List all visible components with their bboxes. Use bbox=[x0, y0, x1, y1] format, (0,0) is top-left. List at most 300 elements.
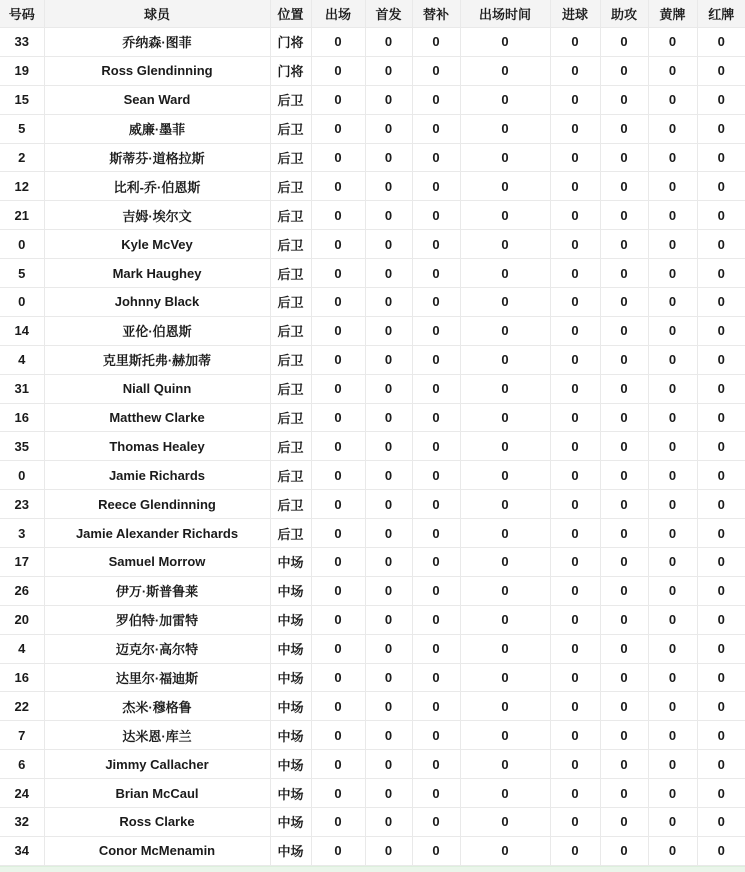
position-cell: 中场 bbox=[270, 692, 311, 721]
goals-cell: 0 bbox=[550, 316, 600, 345]
position-cell: 后卫 bbox=[270, 519, 311, 548]
player-cell: Niall Quinn bbox=[44, 374, 270, 403]
number-cell: 5 bbox=[0, 114, 44, 143]
player-cell: 乔纳森·图菲 bbox=[44, 28, 270, 57]
goals-cell: 0 bbox=[550, 663, 600, 692]
red-cards-cell: 0 bbox=[697, 316, 745, 345]
col-header-appearances: 出场 bbox=[311, 0, 365, 28]
number-cell: 0 bbox=[0, 288, 44, 317]
goals-cell: 0 bbox=[550, 548, 600, 577]
goals-cell: 0 bbox=[550, 634, 600, 663]
player-cell: Sean Ward bbox=[44, 85, 270, 114]
minutes-played-cell: 0 bbox=[460, 345, 550, 374]
sub-appearances-cell: 0 bbox=[412, 201, 460, 230]
col-header-red-cards: 红牌 bbox=[697, 0, 745, 28]
player-cell: 罗伯特·加雷特 bbox=[44, 605, 270, 634]
assists-cell: 0 bbox=[600, 345, 648, 374]
appearances-cell: 0 bbox=[311, 432, 365, 461]
red-cards-cell: 0 bbox=[697, 808, 745, 837]
position-cell: 后卫 bbox=[270, 461, 311, 490]
col-header-assists: 助攻 bbox=[600, 0, 648, 28]
minutes-played-cell: 0 bbox=[460, 288, 550, 317]
goals-cell: 0 bbox=[550, 374, 600, 403]
position-cell: 后卫 bbox=[270, 143, 311, 172]
minutes-played-cell: 0 bbox=[460, 259, 550, 288]
number-cell: 4 bbox=[0, 345, 44, 374]
player-cell: 斯蒂芬·道格拉斯 bbox=[44, 143, 270, 172]
sub-appearances-cell: 0 bbox=[412, 345, 460, 374]
goals-cell: 0 bbox=[550, 432, 600, 461]
red-cards-cell: 0 bbox=[697, 779, 745, 808]
minutes-played-cell: 0 bbox=[460, 432, 550, 461]
player-row bbox=[0, 721, 745, 750]
appearances-cell: 0 bbox=[311, 808, 365, 837]
player-cell: Johnny Black bbox=[44, 288, 270, 317]
appearances-cell: 0 bbox=[311, 345, 365, 374]
yellow-cards-cell: 0 bbox=[648, 316, 697, 345]
sub-appearances-cell: 0 bbox=[412, 143, 460, 172]
assists-cell: 0 bbox=[600, 56, 648, 85]
starts-cell: 0 bbox=[365, 461, 412, 490]
number-cell: 14 bbox=[0, 316, 44, 345]
player-row bbox=[0, 605, 745, 634]
minutes-played-cell: 0 bbox=[460, 201, 550, 230]
appearances-cell: 0 bbox=[311, 56, 365, 85]
number-cell: 0 bbox=[0, 461, 44, 490]
sub-appearances-cell: 0 bbox=[412, 576, 460, 605]
yellow-cards-cell: 0 bbox=[648, 663, 697, 692]
appearances-cell: 0 bbox=[311, 374, 365, 403]
minutes-played-cell: 0 bbox=[460, 28, 550, 57]
player-cell: Mark Haughey bbox=[44, 259, 270, 288]
goals-cell: 0 bbox=[550, 288, 600, 317]
player-cell: Samuel Morrow bbox=[44, 548, 270, 577]
position-cell: 后卫 bbox=[270, 172, 311, 201]
minutes-played-cell: 0 bbox=[460, 634, 550, 663]
minutes-played-cell: 0 bbox=[460, 663, 550, 692]
position-cell: 后卫 bbox=[270, 403, 311, 432]
player-cell: Jamie Richards bbox=[44, 461, 270, 490]
starts-cell: 0 bbox=[365, 230, 412, 259]
goals-cell: 0 bbox=[550, 143, 600, 172]
player-row bbox=[0, 201, 745, 230]
sub-appearances-cell: 0 bbox=[412, 721, 460, 750]
player-row bbox=[0, 576, 745, 605]
goals-cell: 0 bbox=[550, 28, 600, 57]
position-cell: 后卫 bbox=[270, 316, 311, 345]
yellow-cards-cell: 0 bbox=[648, 374, 697, 403]
appearances-cell: 0 bbox=[311, 201, 365, 230]
position-cell: 中场 bbox=[270, 808, 311, 837]
appearances-cell: 0 bbox=[311, 403, 365, 432]
sub-appearances-cell: 0 bbox=[412, 172, 460, 201]
yellow-cards-cell: 0 bbox=[648, 692, 697, 721]
appearances-cell: 0 bbox=[311, 230, 365, 259]
yellow-cards-cell: 0 bbox=[648, 634, 697, 663]
starts-cell: 0 bbox=[365, 201, 412, 230]
player-cell: 迈克尔·高尔特 bbox=[44, 634, 270, 663]
number-cell: 2 bbox=[0, 143, 44, 172]
starts-cell: 0 bbox=[365, 316, 412, 345]
assists-cell: 0 bbox=[600, 403, 648, 432]
yellow-cards-cell: 0 bbox=[648, 288, 697, 317]
assists-cell: 0 bbox=[600, 374, 648, 403]
player-rows-body bbox=[0, 28, 745, 866]
red-cards-cell: 0 bbox=[697, 28, 745, 57]
goals-cell: 0 bbox=[550, 576, 600, 605]
sub-appearances-cell: 0 bbox=[412, 808, 460, 837]
red-cards-cell: 0 bbox=[697, 750, 745, 779]
col-header-number: 号码 bbox=[0, 0, 44, 28]
assists-cell: 0 bbox=[600, 519, 648, 548]
starts-cell: 0 bbox=[365, 634, 412, 663]
sub-appearances-cell: 0 bbox=[412, 230, 460, 259]
assists-cell: 0 bbox=[600, 779, 648, 808]
sub-appearances-cell: 0 bbox=[412, 85, 460, 114]
yellow-cards-cell: 0 bbox=[648, 259, 697, 288]
player-cell: 亚伦·伯恩斯 bbox=[44, 316, 270, 345]
goals-cell: 0 bbox=[550, 345, 600, 374]
appearances-cell: 0 bbox=[311, 634, 365, 663]
minutes-played-cell: 0 bbox=[460, 548, 550, 577]
yellow-cards-cell: 0 bbox=[648, 85, 697, 114]
number-cell: 35 bbox=[0, 432, 44, 461]
assists-cell: 0 bbox=[600, 721, 648, 750]
position-cell: 后卫 bbox=[270, 230, 311, 259]
position-cell: 后卫 bbox=[270, 345, 311, 374]
assists-cell: 0 bbox=[600, 230, 648, 259]
player-row bbox=[0, 432, 745, 461]
starts-cell: 0 bbox=[365, 172, 412, 201]
position-cell: 后卫 bbox=[270, 259, 311, 288]
minutes-played-cell: 0 bbox=[460, 490, 550, 519]
player-row bbox=[0, 490, 745, 519]
number-cell: 3 bbox=[0, 519, 44, 548]
minutes-played-cell: 0 bbox=[460, 230, 550, 259]
player-row bbox=[0, 114, 745, 143]
starts-cell: 0 bbox=[365, 28, 412, 57]
sub-appearances-cell: 0 bbox=[412, 259, 460, 288]
position-cell: 门将 bbox=[270, 28, 311, 57]
appearances-cell: 0 bbox=[311, 316, 365, 345]
player-cell: 杰米·穆格鲁 bbox=[44, 692, 270, 721]
goals-cell: 0 bbox=[550, 779, 600, 808]
minutes-played-cell: 0 bbox=[460, 692, 550, 721]
player-row bbox=[0, 403, 745, 432]
goals-cell: 0 bbox=[550, 490, 600, 519]
goals-cell: 0 bbox=[550, 721, 600, 750]
number-cell: 19 bbox=[0, 56, 44, 85]
minutes-played-cell: 0 bbox=[460, 403, 550, 432]
sub-appearances-cell: 0 bbox=[412, 28, 460, 57]
position-cell: 后卫 bbox=[270, 374, 311, 403]
starts-cell: 0 bbox=[365, 85, 412, 114]
sub-appearances-cell: 0 bbox=[412, 374, 460, 403]
assists-cell: 0 bbox=[600, 750, 648, 779]
sub-appearances-cell: 0 bbox=[412, 403, 460, 432]
red-cards-cell: 0 bbox=[697, 432, 745, 461]
player-cell: Jimmy Callacher bbox=[44, 750, 270, 779]
goals-cell: 0 bbox=[550, 172, 600, 201]
starts-cell: 0 bbox=[365, 114, 412, 143]
position-cell: 中场 bbox=[270, 548, 311, 577]
position-cell: 中场 bbox=[270, 721, 311, 750]
goals-cell: 0 bbox=[550, 605, 600, 634]
red-cards-cell: 0 bbox=[697, 663, 745, 692]
starts-cell: 0 bbox=[365, 576, 412, 605]
starts-cell: 0 bbox=[365, 519, 412, 548]
sub-appearances-cell: 0 bbox=[412, 519, 460, 548]
number-cell: 4 bbox=[0, 634, 44, 663]
assists-cell: 0 bbox=[600, 259, 648, 288]
assists-cell: 0 bbox=[600, 316, 648, 345]
sub-appearances-cell: 0 bbox=[412, 548, 460, 577]
appearances-cell: 0 bbox=[311, 779, 365, 808]
minutes-played-cell: 0 bbox=[460, 779, 550, 808]
yellow-cards-cell: 0 bbox=[648, 56, 697, 85]
sub-appearances-cell: 0 bbox=[412, 750, 460, 779]
player-cell: 威廉·墨菲 bbox=[44, 114, 270, 143]
player-row bbox=[0, 85, 745, 114]
minutes-played-cell: 0 bbox=[460, 114, 550, 143]
starts-cell: 0 bbox=[365, 403, 412, 432]
yellow-cards-cell: 0 bbox=[648, 490, 697, 519]
col-header-goals: 进球 bbox=[550, 0, 600, 28]
yellow-cards-cell: 0 bbox=[648, 779, 697, 808]
starts-cell: 0 bbox=[365, 259, 412, 288]
yellow-cards-cell: 0 bbox=[648, 143, 697, 172]
yellow-cards-cell: 0 bbox=[648, 750, 697, 779]
player-cell: Ross Clarke bbox=[44, 808, 270, 837]
yellow-cards-cell: 0 bbox=[648, 808, 697, 837]
number-cell: 32 bbox=[0, 808, 44, 837]
starts-cell: 0 bbox=[365, 432, 412, 461]
appearances-cell: 0 bbox=[311, 461, 365, 490]
number-cell: 24 bbox=[0, 779, 44, 808]
appearances-cell: 0 bbox=[311, 692, 365, 721]
starts-cell: 0 bbox=[365, 490, 412, 519]
goals-cell: 0 bbox=[550, 750, 600, 779]
appearances-cell: 0 bbox=[311, 288, 365, 317]
minutes-played-cell: 0 bbox=[460, 85, 550, 114]
minutes-played-cell: 0 bbox=[460, 461, 550, 490]
player-cell: 达里尔·福迪斯 bbox=[44, 663, 270, 692]
appearances-cell: 0 bbox=[311, 114, 365, 143]
starts-cell: 0 bbox=[365, 808, 412, 837]
player-cell: Brian McCaul bbox=[44, 779, 270, 808]
number-cell: 34 bbox=[0, 836, 44, 865]
minutes-played-cell: 0 bbox=[460, 750, 550, 779]
yellow-cards-cell: 0 bbox=[648, 836, 697, 865]
assists-cell: 0 bbox=[600, 85, 648, 114]
player-row bbox=[0, 172, 745, 201]
red-cards-cell: 0 bbox=[697, 374, 745, 403]
number-cell: 31 bbox=[0, 374, 44, 403]
player-row bbox=[0, 259, 745, 288]
red-cards-cell: 0 bbox=[697, 634, 745, 663]
red-cards-cell: 0 bbox=[697, 288, 745, 317]
assists-cell: 0 bbox=[600, 634, 648, 663]
position-cell: 中场 bbox=[270, 750, 311, 779]
col-header-position: 位置 bbox=[270, 0, 311, 28]
sub-appearances-cell: 0 bbox=[412, 114, 460, 143]
player-row bbox=[0, 288, 745, 317]
yellow-cards-cell: 0 bbox=[648, 403, 697, 432]
number-cell: 16 bbox=[0, 403, 44, 432]
number-cell: 17 bbox=[0, 548, 44, 577]
player-row bbox=[0, 750, 745, 779]
appearances-cell: 0 bbox=[311, 721, 365, 750]
player-cell: Reece Glendinning bbox=[44, 490, 270, 519]
red-cards-cell: 0 bbox=[697, 85, 745, 114]
appearances-cell: 0 bbox=[311, 750, 365, 779]
yellow-cards-cell: 0 bbox=[648, 114, 697, 143]
goals-cell: 0 bbox=[550, 230, 600, 259]
position-cell: 后卫 bbox=[270, 288, 311, 317]
minutes-played-cell: 0 bbox=[460, 374, 550, 403]
assists-cell: 0 bbox=[600, 576, 648, 605]
appearances-cell: 0 bbox=[311, 28, 365, 57]
position-cell: 后卫 bbox=[270, 114, 311, 143]
sub-appearances-cell: 0 bbox=[412, 432, 460, 461]
minutes-played-cell: 0 bbox=[460, 576, 550, 605]
position-cell: 中场 bbox=[270, 634, 311, 663]
yellow-cards-cell: 0 bbox=[648, 461, 697, 490]
appearances-cell: 0 bbox=[311, 576, 365, 605]
starts-cell: 0 bbox=[365, 143, 412, 172]
player-cell: Kyle McVey bbox=[44, 230, 270, 259]
player-cell: Thomas Healey bbox=[44, 432, 270, 461]
position-cell: 后卫 bbox=[270, 85, 311, 114]
minutes-played-cell: 0 bbox=[460, 172, 550, 201]
red-cards-cell: 0 bbox=[697, 490, 745, 519]
sub-appearances-cell: 0 bbox=[412, 779, 460, 808]
player-row bbox=[0, 461, 745, 490]
player-cell: 达米恩·库兰 bbox=[44, 721, 270, 750]
goals-cell: 0 bbox=[550, 808, 600, 837]
assists-cell: 0 bbox=[600, 28, 648, 57]
sub-appearances-cell: 0 bbox=[412, 288, 460, 317]
player-row bbox=[0, 808, 745, 837]
number-cell: 16 bbox=[0, 663, 44, 692]
assists-cell: 0 bbox=[600, 172, 648, 201]
number-cell: 6 bbox=[0, 750, 44, 779]
goals-cell: 0 bbox=[550, 461, 600, 490]
number-cell: 5 bbox=[0, 259, 44, 288]
starts-cell: 0 bbox=[365, 663, 412, 692]
player-row bbox=[0, 634, 745, 663]
yellow-cards-cell: 0 bbox=[648, 201, 697, 230]
starts-cell: 0 bbox=[365, 56, 412, 85]
goals-cell: 0 bbox=[550, 836, 600, 865]
starts-cell: 0 bbox=[365, 288, 412, 317]
red-cards-cell: 0 bbox=[697, 201, 745, 230]
goals-cell: 0 bbox=[550, 56, 600, 85]
red-cards-cell: 0 bbox=[697, 836, 745, 865]
assists-cell: 0 bbox=[600, 461, 648, 490]
position-cell: 门将 bbox=[270, 56, 311, 85]
yellow-cards-cell: 0 bbox=[648, 230, 697, 259]
red-cards-cell: 0 bbox=[697, 259, 745, 288]
position-cell: 后卫 bbox=[270, 201, 311, 230]
assists-cell: 0 bbox=[600, 490, 648, 519]
starts-cell: 0 bbox=[365, 779, 412, 808]
player-row bbox=[0, 143, 745, 172]
number-cell: 33 bbox=[0, 28, 44, 57]
sub-appearances-cell: 0 bbox=[412, 461, 460, 490]
appearances-cell: 0 bbox=[311, 519, 365, 548]
starts-cell: 0 bbox=[365, 548, 412, 577]
appearances-cell: 0 bbox=[311, 605, 365, 634]
number-cell: 15 bbox=[0, 85, 44, 114]
player-row bbox=[0, 316, 745, 345]
number-cell: 20 bbox=[0, 605, 44, 634]
sub-appearances-cell: 0 bbox=[412, 634, 460, 663]
number-cell: 12 bbox=[0, 172, 44, 201]
col-header-sub-appearances: 替补 bbox=[412, 0, 460, 28]
player-cell: Ross Glendinning bbox=[44, 56, 270, 85]
appearances-cell: 0 bbox=[311, 548, 365, 577]
sub-appearances-cell: 0 bbox=[412, 692, 460, 721]
goals-cell: 0 bbox=[550, 259, 600, 288]
red-cards-cell: 0 bbox=[697, 721, 745, 750]
assists-cell: 0 bbox=[600, 605, 648, 634]
player-row bbox=[0, 28, 745, 57]
player-row bbox=[0, 230, 745, 259]
player-row bbox=[0, 779, 745, 808]
appearances-cell: 0 bbox=[311, 85, 365, 114]
goals-cell: 0 bbox=[550, 201, 600, 230]
player-row bbox=[0, 548, 745, 577]
appearances-cell: 0 bbox=[311, 490, 365, 519]
col-header-player: 球员 bbox=[44, 0, 270, 28]
assists-cell: 0 bbox=[600, 836, 648, 865]
red-cards-cell: 0 bbox=[697, 230, 745, 259]
appearances-cell: 0 bbox=[311, 172, 365, 201]
number-cell: 0 bbox=[0, 230, 44, 259]
number-cell: 23 bbox=[0, 490, 44, 519]
position-cell: 中场 bbox=[270, 576, 311, 605]
position-cell: 中场 bbox=[270, 779, 311, 808]
red-cards-cell: 0 bbox=[697, 548, 745, 577]
appearances-cell: 0 bbox=[311, 663, 365, 692]
number-cell: 22 bbox=[0, 692, 44, 721]
col-header-minutes-played: 出场时间 bbox=[460, 0, 550, 28]
yellow-cards-cell: 0 bbox=[648, 721, 697, 750]
red-cards-cell: 0 bbox=[697, 576, 745, 605]
col-header-yellow-cards: 黄牌 bbox=[648, 0, 697, 28]
red-cards-cell: 0 bbox=[697, 345, 745, 374]
col-header-starts: 首发 bbox=[365, 0, 412, 28]
player-cell: 克里斯托弗·赫加蒂 bbox=[44, 345, 270, 374]
sub-appearances-cell: 0 bbox=[412, 836, 460, 865]
number-cell: 21 bbox=[0, 201, 44, 230]
goals-cell: 0 bbox=[550, 114, 600, 143]
red-cards-cell: 0 bbox=[697, 114, 745, 143]
yellow-cards-cell: 0 bbox=[648, 28, 697, 57]
red-cards-cell: 0 bbox=[697, 56, 745, 85]
yellow-cards-cell: 0 bbox=[648, 548, 697, 577]
yellow-cards-cell: 0 bbox=[648, 605, 697, 634]
yellow-cards-cell: 0 bbox=[648, 519, 697, 548]
minutes-played-cell: 0 bbox=[460, 836, 550, 865]
red-cards-cell: 0 bbox=[697, 461, 745, 490]
player-row bbox=[0, 374, 745, 403]
minutes-played-cell: 0 bbox=[460, 519, 550, 548]
player-row bbox=[0, 692, 745, 721]
yellow-cards-cell: 0 bbox=[648, 172, 697, 201]
sub-appearances-cell: 0 bbox=[412, 663, 460, 692]
